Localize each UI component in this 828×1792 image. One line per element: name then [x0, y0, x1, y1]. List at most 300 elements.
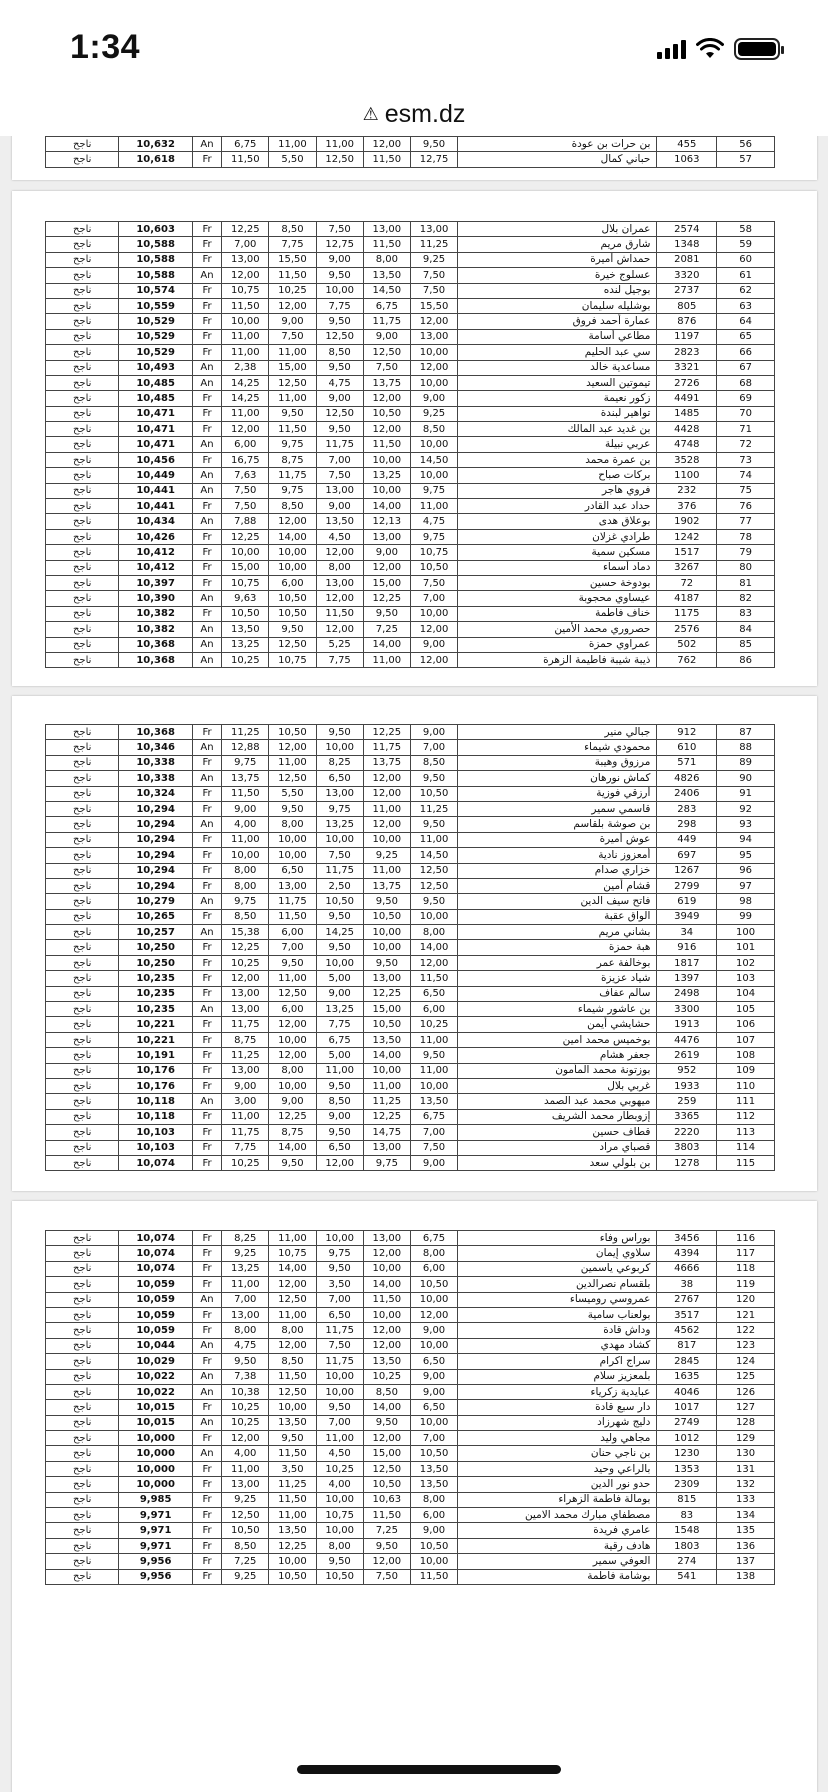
student-name-cell: بن غديد عبد المالك	[458, 422, 657, 437]
grade-1-cell: 9,25	[222, 1492, 269, 1507]
student-name-cell: بولعناب سامية	[458, 1307, 657, 1322]
grade-4-cell: 14,00	[363, 1400, 410, 1415]
language-cell: Fr	[192, 863, 221, 878]
student-name-cell: حداد عبد القادر	[458, 499, 657, 514]
grade-1-cell: 12,00	[222, 971, 269, 986]
grade-1-cell: 2,38	[222, 360, 269, 375]
grade-2-cell: 12,50	[269, 375, 316, 390]
grade-3-cell: 10,00	[316, 1384, 363, 1399]
grade-3-cell: 10,00	[316, 955, 363, 970]
language-cell: Fr	[192, 222, 221, 237]
row-number-cell: 117	[717, 1246, 775, 1261]
student-id-cell: 815	[657, 1492, 717, 1507]
grade-2-cell: 14,00	[269, 1140, 316, 1155]
average-cell: 10,441	[119, 483, 192, 498]
student-id-cell: 1902	[657, 514, 717, 529]
grade-1-cell: 10,75	[222, 575, 269, 590]
grade-2-cell: 8,50	[269, 499, 316, 514]
grade-1-cell: 7,38	[222, 1369, 269, 1384]
row-number-cell: 92	[717, 801, 775, 816]
row-number-cell: 104	[717, 986, 775, 1001]
result-cell: ناجح	[46, 375, 119, 390]
table-row	[46, 1369, 775, 1384]
student-name-cell: أمعزوز نادية	[458, 848, 657, 863]
grade-2-cell: 9,50	[269, 955, 316, 970]
row-number-cell: 102	[717, 955, 775, 970]
row-number-cell: 105	[717, 1002, 775, 1017]
language-cell: Fr	[192, 940, 221, 955]
grade-2-cell: 11,00	[269, 971, 316, 986]
grade-3-cell: 12,00	[316, 622, 363, 637]
row-number-cell: 126	[717, 1384, 775, 1399]
grade-5-cell: 14,50	[410, 452, 457, 467]
average-cell: 10,294	[119, 878, 192, 893]
row-number-cell: 83	[717, 606, 775, 621]
address-bar[interactable]	[0, 92, 828, 137]
grade-5-cell: 13,50	[410, 1461, 457, 1476]
student-name-cell: بن بلولي سعد	[458, 1155, 657, 1170]
language-cell: Fr	[192, 1048, 221, 1063]
language-cell: Fr	[192, 606, 221, 621]
average-cell: 10,294	[119, 863, 192, 878]
grade-2-cell: 10,00	[269, 1078, 316, 1093]
language-cell: Fr	[192, 1538, 221, 1553]
student-id-cell: 2749	[657, 1415, 717, 1430]
grade-1-cell: 6,00	[222, 437, 269, 452]
grade-2-cell: 13,00	[269, 878, 316, 893]
language-cell: Fr	[192, 391, 221, 406]
table-row	[46, 1477, 775, 1492]
grade-2-cell: 10,00	[269, 832, 316, 847]
language-cell: Fr	[192, 345, 221, 360]
grade-5-cell: 10,00	[410, 1338, 457, 1353]
result-cell: ناجح	[46, 545, 119, 560]
grade-5-cell: 10,00	[410, 1078, 457, 1093]
grade-3-cell: 9,75	[316, 801, 363, 816]
grade-1-cell: 10,50	[222, 1523, 269, 1538]
student-id-cell: 4491	[657, 391, 717, 406]
student-name-cell: بوراس وفاء	[458, 1231, 657, 1246]
student-id-cell: 449	[657, 832, 717, 847]
average-cell: 10,176	[119, 1078, 192, 1093]
student-id-cell: 1242	[657, 529, 717, 544]
grade-1-cell: 11,50	[222, 786, 269, 801]
row-number-cell: 68	[717, 375, 775, 390]
student-id-cell: 4428	[657, 422, 717, 437]
grade-1-cell: 4,75	[222, 1338, 269, 1353]
language-cell: Fr	[192, 1569, 221, 1584]
result-cell: ناجح	[46, 1307, 119, 1322]
grade-1-cell: 8,75	[222, 1032, 269, 1047]
grade-3-cell: 10,50	[316, 894, 363, 909]
student-id-cell: 762	[657, 652, 717, 667]
student-id-cell: 2576	[657, 622, 717, 637]
language-cell: Fr	[192, 575, 221, 590]
grade-4-cell: 10,00	[363, 832, 410, 847]
student-name-cell: بركات صباح	[458, 468, 657, 483]
grade-4-cell: 13,00	[363, 222, 410, 237]
language-cell: Fr	[192, 1032, 221, 1047]
student-id-cell: 3456	[657, 1231, 717, 1246]
language-cell: Fr	[192, 1261, 221, 1276]
grade-3-cell: 4,50	[316, 1446, 363, 1461]
table-row	[46, 1231, 775, 1246]
url-domain: esm.dz	[384, 99, 466, 128]
grade-5-cell: 9,50	[410, 771, 457, 786]
grade-5-cell: 4,75	[410, 514, 457, 529]
student-id-cell: 4394	[657, 1246, 717, 1261]
table-row	[46, 955, 775, 970]
language-cell: Fr	[192, 252, 221, 267]
language-cell: Fr	[192, 1431, 221, 1446]
grade-2-cell: 10,50	[269, 1569, 316, 1584]
student-name-cell: بلمعزيز سلام	[458, 1369, 657, 1384]
grade-3-cell: 6,50	[316, 771, 363, 786]
grade-4-cell: 14,00	[363, 1277, 410, 1292]
grade-4-cell: 12,25	[363, 986, 410, 1001]
grade-2-cell: 12,00	[269, 1338, 316, 1353]
grade-3-cell: 13,00	[316, 786, 363, 801]
grade-3-cell: 11,00	[316, 1431, 363, 1446]
result-cell: ناجح	[46, 1384, 119, 1399]
student-name-cell: هادف رقية	[458, 1538, 657, 1553]
result-cell: ناجح	[46, 1017, 119, 1032]
student-name-cell: بوعلاق هدى	[458, 514, 657, 529]
language-cell: Fr	[192, 1477, 221, 1492]
grade-3-cell: 5,00	[316, 971, 363, 986]
grade-4-cell: 13,50	[363, 1032, 410, 1047]
grade-4-cell: 11,00	[363, 863, 410, 878]
grade-4-cell: 10,63	[363, 1492, 410, 1507]
student-id-cell: 3803	[657, 1140, 717, 1155]
row-number-cell: 136	[717, 1538, 775, 1553]
student-id-cell: 3365	[657, 1109, 717, 1124]
grade-3-cell: 11,75	[316, 437, 363, 452]
language-cell: Fr	[192, 848, 221, 863]
grade-3-cell: 11,75	[316, 863, 363, 878]
grade-4-cell: 10,25	[363, 1369, 410, 1384]
student-id-cell: 298	[657, 817, 717, 832]
student-id-cell: 1267	[657, 863, 717, 878]
student-name-cell: مرزوق وهيبة	[458, 755, 657, 770]
student-name-cell: سي عبد الحليم	[458, 345, 657, 360]
grade-2-cell: 12,25	[269, 1109, 316, 1124]
table-row	[46, 1354, 775, 1369]
student-name-cell: أرزقي فوزية	[458, 786, 657, 801]
row-number-cell: 56	[717, 137, 775, 152]
language-cell: Fr	[192, 1554, 221, 1569]
language-cell: An	[192, 360, 221, 375]
grade-4-cell: 6,75	[363, 298, 410, 313]
grade-4-cell: 14,75	[363, 1125, 410, 1140]
student-name-cell: بالراعي وحيد	[458, 1461, 657, 1476]
status-bar	[0, 0, 828, 96]
grade-3-cell: 13,00	[316, 483, 363, 498]
grade-2-cell: 11,75	[269, 894, 316, 909]
table-row	[46, 1431, 775, 1446]
grade-3-cell: 5,00	[316, 1048, 363, 1063]
student-id-cell: 1197	[657, 329, 717, 344]
grade-1-cell: 12,88	[222, 740, 269, 755]
grade-3-cell: 7,50	[316, 848, 363, 863]
student-name-cell: حباني كمال	[458, 152, 657, 167]
row-number-cell: 129	[717, 1431, 775, 1446]
average-cell: 10,059	[119, 1277, 192, 1292]
grade-5-cell: 11,50	[410, 971, 457, 986]
grade-5-cell: 9,00	[410, 1384, 457, 1399]
grade-5-cell: 10,00	[410, 345, 457, 360]
language-cell: Fr	[192, 1354, 221, 1369]
table-row	[46, 591, 775, 606]
row-number-cell: 69	[717, 391, 775, 406]
language-cell: Fr	[192, 801, 221, 816]
grade-3-cell: 9,00	[316, 391, 363, 406]
grade-3-cell: 9,50	[316, 725, 363, 740]
student-id-cell: 1063	[657, 152, 717, 167]
grade-2-cell: 11,00	[269, 1307, 316, 1322]
average-cell: 10,529	[119, 329, 192, 344]
language-cell: An	[192, 483, 221, 498]
grade-4-cell: 10,00	[363, 1307, 410, 1322]
pdf-page-3	[12, 696, 817, 1191]
result-cell: ناجح	[46, 1508, 119, 1523]
result-cell: ناجح	[46, 1125, 119, 1140]
row-number-cell: 127	[717, 1400, 775, 1415]
grade-5-cell: 9,50	[410, 137, 457, 152]
table-row	[46, 1094, 775, 1109]
language-cell: Fr	[192, 314, 221, 329]
grade-5-cell: 13,00	[410, 329, 457, 344]
average-cell: 10,426	[119, 529, 192, 544]
table-row	[46, 817, 775, 832]
average-cell: 10,118	[119, 1094, 192, 1109]
grade-3-cell: 8,25	[316, 755, 363, 770]
average-cell: 9,956	[119, 1554, 192, 1569]
average-cell: 10,471	[119, 422, 192, 437]
result-cell: ناجح	[46, 1140, 119, 1155]
student-name-cell: دار سبع قادة	[458, 1400, 657, 1415]
grade-2-cell: 10,25	[269, 283, 316, 298]
row-number-cell: 90	[717, 771, 775, 786]
grade-2-cell: 12,00	[269, 1017, 316, 1032]
result-cell: ناجح	[46, 437, 119, 452]
grade-4-cell: 9,50	[363, 1415, 410, 1430]
student-name-cell: إزوبطار محمد الشريف	[458, 1109, 657, 1124]
result-cell: ناجح	[46, 422, 119, 437]
language-cell: Fr	[192, 329, 221, 344]
grade-4-cell: 10,00	[363, 925, 410, 940]
home-indicator[interactable]	[297, 1765, 561, 1774]
student-name-cell: عسلوج خيرة	[458, 268, 657, 283]
grade-1-cell: 8,25	[222, 1231, 269, 1246]
average-cell: 10,015	[119, 1400, 192, 1415]
student-name-cell: بن ناجي حنان	[458, 1446, 657, 1461]
grade-1-cell: 7,50	[222, 483, 269, 498]
student-id-cell: 4476	[657, 1032, 717, 1047]
student-id-cell: 4187	[657, 591, 717, 606]
grade-5-cell: 6,75	[410, 1109, 457, 1124]
student-name-cell: مصطفاي مبارك محمد الامين	[458, 1508, 657, 1523]
grade-2-cell: 10,75	[269, 1246, 316, 1261]
grade-4-cell: 10,50	[363, 909, 410, 924]
grade-2-cell: 9,50	[269, 406, 316, 421]
grade-5-cell: 9,75	[410, 529, 457, 544]
grade-3-cell: 10,00	[316, 1231, 363, 1246]
grade-4-cell: 12,00	[363, 1431, 410, 1446]
grade-4-cell: 12,13	[363, 514, 410, 529]
grade-1-cell: 11,00	[222, 832, 269, 847]
row-number-cell: 72	[717, 437, 775, 452]
grade-5-cell: 10,50	[410, 1277, 457, 1292]
grade-3-cell: 6,50	[316, 1140, 363, 1155]
table-row	[46, 1569, 775, 1584]
grade-5-cell: 12,50	[410, 863, 457, 878]
grade-4-cell: 9,50	[363, 955, 410, 970]
grade-3-cell: 7,00	[316, 1415, 363, 1430]
average-cell: 10,103	[119, 1140, 192, 1155]
language-cell: Fr	[192, 1323, 221, 1338]
grade-4-cell: 15,00	[363, 575, 410, 590]
grade-3-cell: 8,50	[316, 1094, 363, 1109]
average-cell: 10,441	[119, 499, 192, 514]
result-cell: ناجح	[46, 1277, 119, 1292]
table-row	[46, 1338, 775, 1353]
average-cell: 10,022	[119, 1384, 192, 1399]
student-name-cell: ذيبة شيبة فاطيمة الزهرة	[458, 652, 657, 667]
row-number-cell: 77	[717, 514, 775, 529]
student-id-cell: 502	[657, 637, 717, 652]
grade-4-cell: 14,00	[363, 499, 410, 514]
grade-3-cell: 7,00	[316, 1292, 363, 1307]
grade-1-cell: 9,00	[222, 1078, 269, 1093]
row-number-cell: 76	[717, 499, 775, 514]
grade-2-cell: 11,50	[269, 1369, 316, 1384]
grade-3-cell: 14,25	[316, 925, 363, 940]
grade-5-cell: 9,00	[410, 1323, 457, 1338]
student-name-cell: فروي هاجر	[458, 483, 657, 498]
table-row	[46, 637, 775, 652]
grade-2-cell: 9,75	[269, 437, 316, 452]
result-cell: ناجح	[46, 1063, 119, 1078]
result-cell: ناجح	[46, 329, 119, 344]
student-name-cell: سراج اكرام	[458, 1354, 657, 1369]
result-cell: ناجح	[46, 1400, 119, 1415]
grade-3-cell: 10,25	[316, 1461, 363, 1476]
result-cell: ناجح	[46, 560, 119, 575]
student-id-cell: 3320	[657, 268, 717, 283]
grade-5-cell: 12,75	[410, 152, 457, 167]
table-row	[46, 514, 775, 529]
grade-2-cell: 8,00	[269, 1323, 316, 1338]
grade-3-cell: 9,50	[316, 1125, 363, 1140]
grade-5-cell: 7,50	[410, 1140, 457, 1155]
grade-1-cell: 13,00	[222, 986, 269, 1001]
grade-3-cell: 9,50	[316, 1078, 363, 1093]
result-cell: ناجح	[46, 1477, 119, 1492]
student-id-cell: 2823	[657, 345, 717, 360]
language-cell: Fr	[192, 725, 221, 740]
grade-1-cell: 9,25	[222, 1246, 269, 1261]
language-cell: Fr	[192, 237, 221, 252]
grade-2-cell: 11,50	[269, 1492, 316, 1507]
student-name-cell: زكور نعيمة	[458, 391, 657, 406]
table-row	[46, 252, 775, 267]
row-number-cell: 116	[717, 1231, 775, 1246]
result-cell: ناجح	[46, 1461, 119, 1476]
language-cell: An	[192, 925, 221, 940]
row-number-cell: 84	[717, 622, 775, 637]
grade-4-cell: 9,00	[363, 329, 410, 344]
student-id-cell: 1548	[657, 1523, 717, 1538]
grade-1-cell: 11,00	[222, 329, 269, 344]
row-number-cell: 67	[717, 360, 775, 375]
grade-3-cell: 2,50	[316, 878, 363, 893]
grade-1-cell: 13,00	[222, 1063, 269, 1078]
grade-4-cell: 11,50	[363, 437, 410, 452]
student-id-cell: 1100	[657, 468, 717, 483]
grade-4-cell: 9,00	[363, 545, 410, 560]
student-name-cell: شياد عزيزة	[458, 971, 657, 986]
grade-2-cell: 9,00	[269, 314, 316, 329]
status-time: 1:34	[70, 28, 141, 66]
student-id-cell: 1397	[657, 971, 717, 986]
row-number-cell: 75	[717, 483, 775, 498]
grade-1-cell: 10,50	[222, 606, 269, 621]
student-name-cell: غربي بلال	[458, 1078, 657, 1093]
grade-3-cell: 4,75	[316, 375, 363, 390]
row-number-cell: 89	[717, 755, 775, 770]
result-cell: ناجح	[46, 1369, 119, 1384]
grade-2-cell: 11,00	[269, 391, 316, 406]
row-number-cell: 61	[717, 268, 775, 283]
student-id-cell: 1517	[657, 545, 717, 560]
grade-2-cell: 11,75	[269, 468, 316, 483]
row-number-cell: 93	[717, 817, 775, 832]
grade-1-cell: 13,75	[222, 771, 269, 786]
table-row	[46, 1063, 775, 1078]
grade-1-cell: 8,50	[222, 1538, 269, 1553]
grade-4-cell: 13,00	[363, 529, 410, 544]
table-row	[46, 137, 775, 152]
grade-2-cell: 6,50	[269, 863, 316, 878]
grade-3-cell: 6,75	[316, 1032, 363, 1047]
student-id-cell: 2845	[657, 1354, 717, 1369]
language-cell: Fr	[192, 786, 221, 801]
row-number-cell: 65	[717, 329, 775, 344]
language-cell: An	[192, 1292, 221, 1307]
grade-4-cell: 12,00	[363, 422, 410, 437]
grade-4-cell: 10,00	[363, 940, 410, 955]
grade-3-cell: 12,00	[316, 1155, 363, 1170]
average-cell: 10,412	[119, 560, 192, 575]
language-cell: An	[192, 1415, 221, 1430]
pdf-viewer[interactable]	[0, 136, 828, 1792]
grade-1-cell: 10,25	[222, 1155, 269, 1170]
result-cell: ناجح	[46, 971, 119, 986]
result-cell: ناجح	[46, 391, 119, 406]
grade-5-cell: 8,50	[410, 755, 457, 770]
table-row	[46, 283, 775, 298]
grade-5-cell: 9,75	[410, 483, 457, 498]
average-cell: 10,118	[119, 1109, 192, 1124]
table-row	[46, 314, 775, 329]
grade-4-cell: 12,00	[363, 786, 410, 801]
row-number-cell: 131	[717, 1461, 775, 1476]
results-table	[45, 136, 775, 168]
student-name-cell: خزاري صدام	[458, 863, 657, 878]
row-number-cell: 87	[717, 725, 775, 740]
row-number-cell: 123	[717, 1338, 775, 1353]
